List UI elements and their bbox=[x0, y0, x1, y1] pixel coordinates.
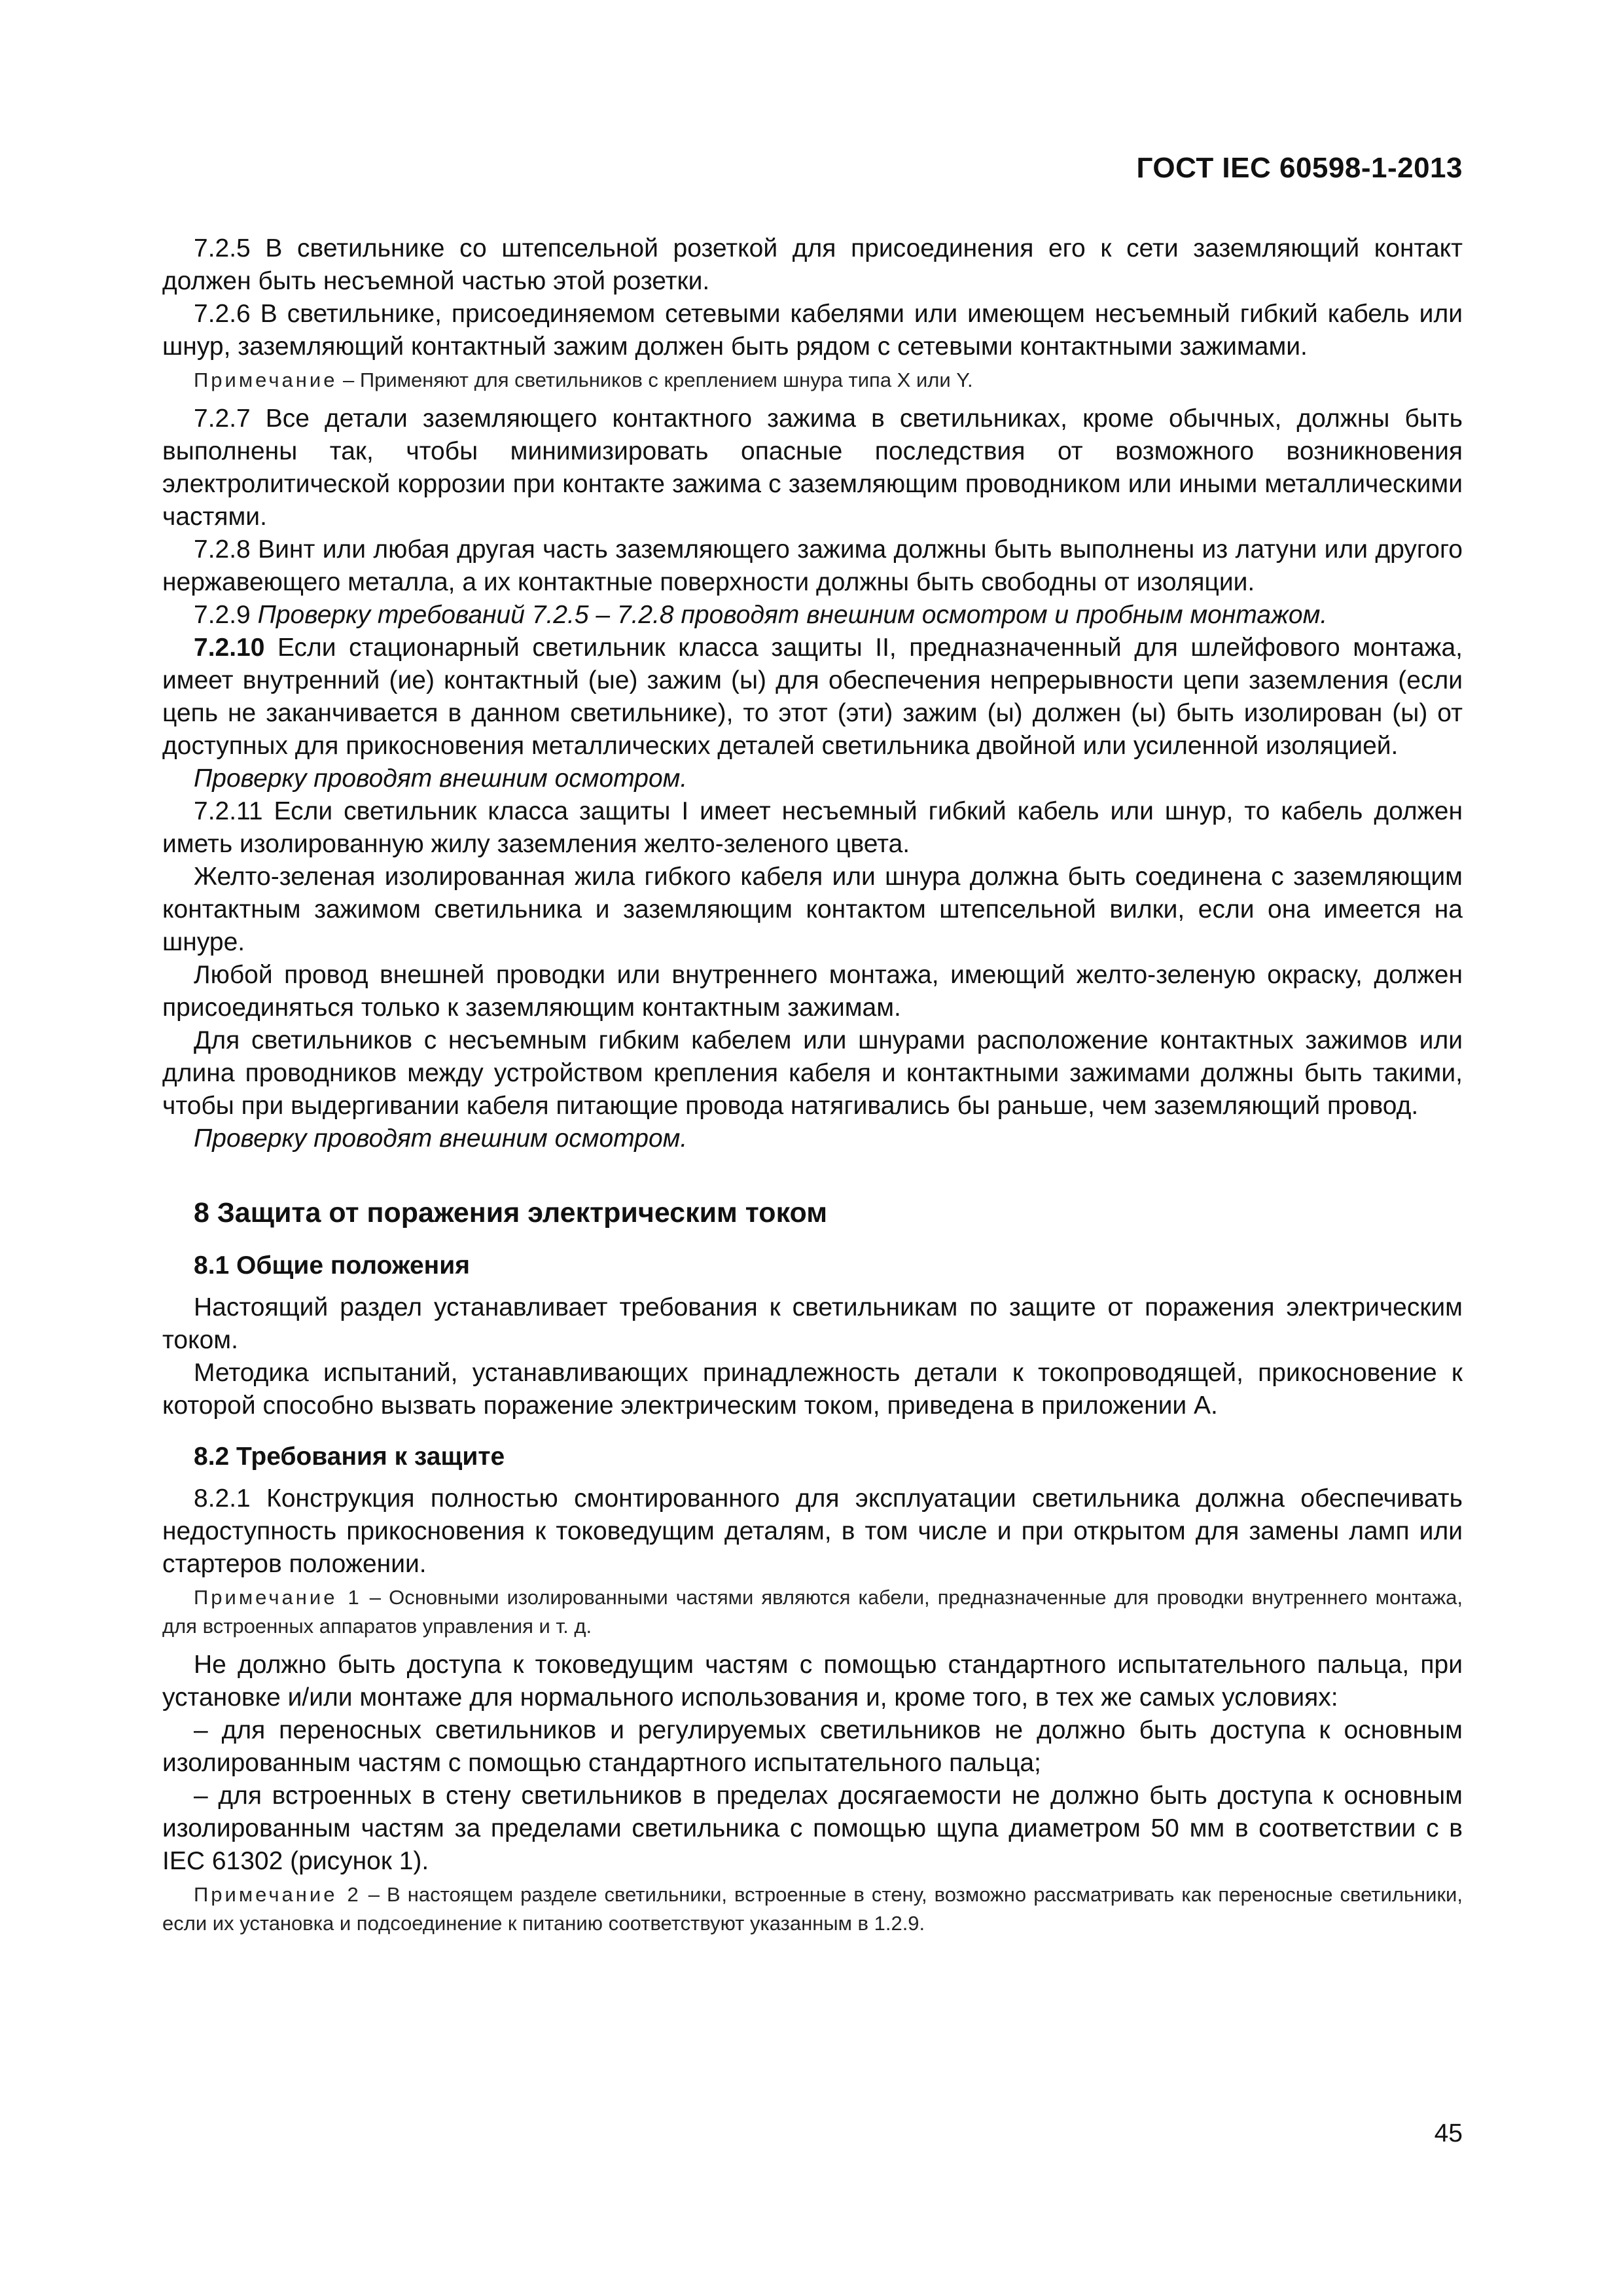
clause-7-2-10 bbox=[162, 632, 1463, 762]
document-code-header: ГОСТ IEC 60598-1-2013 bbox=[1136, 152, 1463, 184]
clause-number: 7.2.10 bbox=[194, 634, 265, 662]
note-2 bbox=[162, 1880, 1463, 1938]
dash-item-2: – для встроенных в стену светильников в пределах досягаемости не должно быть доступа к основным изолированным частям за пределами светильника с помощью щупа диаметром 50 мм в соответствии с в IEC 61302 (рисунок 1). bbox=[162, 1782, 1463, 1875]
page-number: 45 bbox=[1434, 2119, 1463, 2147]
section-8-2-title: 8.2 Требования к защите bbox=[194, 1443, 505, 1471]
clause-7-2-11: 7.2.11 Если светильник класса защиты I имеет несъемный гибкий кабель или шнур, то кабель должен иметь изолированную жилу заземления желто-зеленого цвета. bbox=[162, 797, 1463, 858]
page-content bbox=[162, 232, 1463, 1946]
clause-7-2-6: 7.2.6 В светильнике, присоединяемом сетевыми кабелями или имеющем несъемный гибкий кабель или шнур, заземляющий контактный зажим должен быть рядом с сетевыми контактными зажимами. bbox=[162, 300, 1463, 361]
clause-7-2-11-b: Желто-зеленая изолированная жила гибкого кабеля или шнура должна быть соединена с заземляющим контактным зажимом светильника и заземляющим контактом штепсельной вилки, если она имеется на шнуре. bbox=[162, 863, 1463, 956]
note-1 bbox=[162, 1583, 1463, 1641]
clause-text: Проверку требований 7.2.5 – 7.2.8 проводят внешним осмотром и пробным монтажом. bbox=[257, 601, 1328, 629]
clause-7-2-8: 7.2.8 Винт или любая другая часть заземляющего зажима должны быть выполнены из латуни или другого нержавеющего металла, а их контактные поверхности должны быть свободны от изоляции. bbox=[162, 535, 1463, 596]
clause-8-2-1-b: Не должно быть доступа к токоведущим частям с помощью стандартного испытательного пальца, при установке и/или монтаже для нормального использования и, кроме того, в тех же самых условиях: bbox=[162, 1651, 1463, 1712]
note-text: – В настоящем разделе светильники, встроенные в стену, возможно рассматривать как переносные светильники, если их установка и подсоединение к питанию соответствуют указанным в 1.2.9. bbox=[162, 1883, 1463, 1935]
clause-7-2-9 bbox=[162, 599, 1463, 632]
note-label: Примечание 1 bbox=[194, 1586, 362, 1609]
clause-text: Если стационарный светильник класса защиты II, предназначенный для шлейфового монтажа, имеет внутренний (ие) контактный (ые) зажим (ы) для обеспечения непрерывности цепи заземления (если цепь не заканчивается в данном светильнике), то этот (эти) зажим (ы) должен (ы) быть изолирован (ы) от доступных для прикосновения металлических деталей светильника двойной или усиленной изоляцией. bbox=[162, 634, 1463, 760]
check-statement: Проверку проводят внешним осмотром. bbox=[194, 764, 688, 793]
clause-7-2-5: 7.2.5 В светильнике со штепсельной розеткой для присоединения его к сети заземляющий контакт должен быть несъемной частью этой розетки. bbox=[162, 234, 1463, 295]
clause-8-2-1: 8.2.1 Конструкция полностью смонтированного для эксплуатации светильника должна обеспечивать недоступность прикосновения к токоведущим деталям, в том числе и при открытом для замены ламп или стартеров положении. bbox=[162, 1484, 1463, 1578]
note-label: Примечание bbox=[194, 368, 338, 391]
clause-7-2-11-c: Любой провод внешней проводки или внутреннего монтажа, имеющий желто-зеленую окраску, должен присоединяться только к заземляющим контактным зажимам. bbox=[162, 961, 1463, 1022]
note-label: Примечание 2 bbox=[194, 1883, 361, 1906]
clause-7-2-11-d: Для светильников с несъемным гибким кабелем или шнурами расположение контактных зажимов или длина проводников между устройством крепления кабеля и контактными зажимами должны быть такими, чтобы при выдергивании кабеля питающие провода натягивались бы раньше, чем заземляющий провод. bbox=[162, 1026, 1463, 1120]
section-8-1-title: 8.1 Общие положения bbox=[194, 1251, 470, 1280]
section-8-title: 8 Защита от поражения электрическим током bbox=[194, 1197, 828, 1229]
section-8-1-para-2: Методика испытаний, устанавливающих принадлежность детали к токопроводящей, прикосновение к которой способно вызвать поражение электрическим током, приведена в приложении А. bbox=[162, 1359, 1463, 1420]
section-8-1-para-1: Настоящий раздел устанавливает требования к светильникам по защите от поражения электрическим током. bbox=[162, 1293, 1463, 1354]
clause-number: 7.2.9 bbox=[194, 601, 258, 629]
clause-7-2-7: 7.2.7 Все детали заземляющего контактного зажима в светильниках, кроме обычных, должны быть выполнены так, чтобы минимизировать опасные последствия от возможного возникновения электролитической коррозии при контакте зажима с заземляющим проводником или иными металлическими частями. bbox=[162, 404, 1463, 531]
dash-item-1: – для переносных светильников и регулируемых светильников не должно быть доступа к основным изолированным частям с помощью стандартного испытательного пальца; bbox=[162, 1716, 1463, 1777]
note-text: – Применяют для светильников с креплением шнура типа X или Y. bbox=[337, 368, 973, 391]
check-statement: Проверку проводят внешним осмотром. bbox=[194, 1124, 688, 1153]
note-text: – Основными изолированными частями являются кабели, предназначенные для проводки внутреннего монтажа, для встроенных аппаратов управления и т. д. bbox=[162, 1586, 1463, 1638]
note-7-2-6 bbox=[162, 366, 1463, 395]
